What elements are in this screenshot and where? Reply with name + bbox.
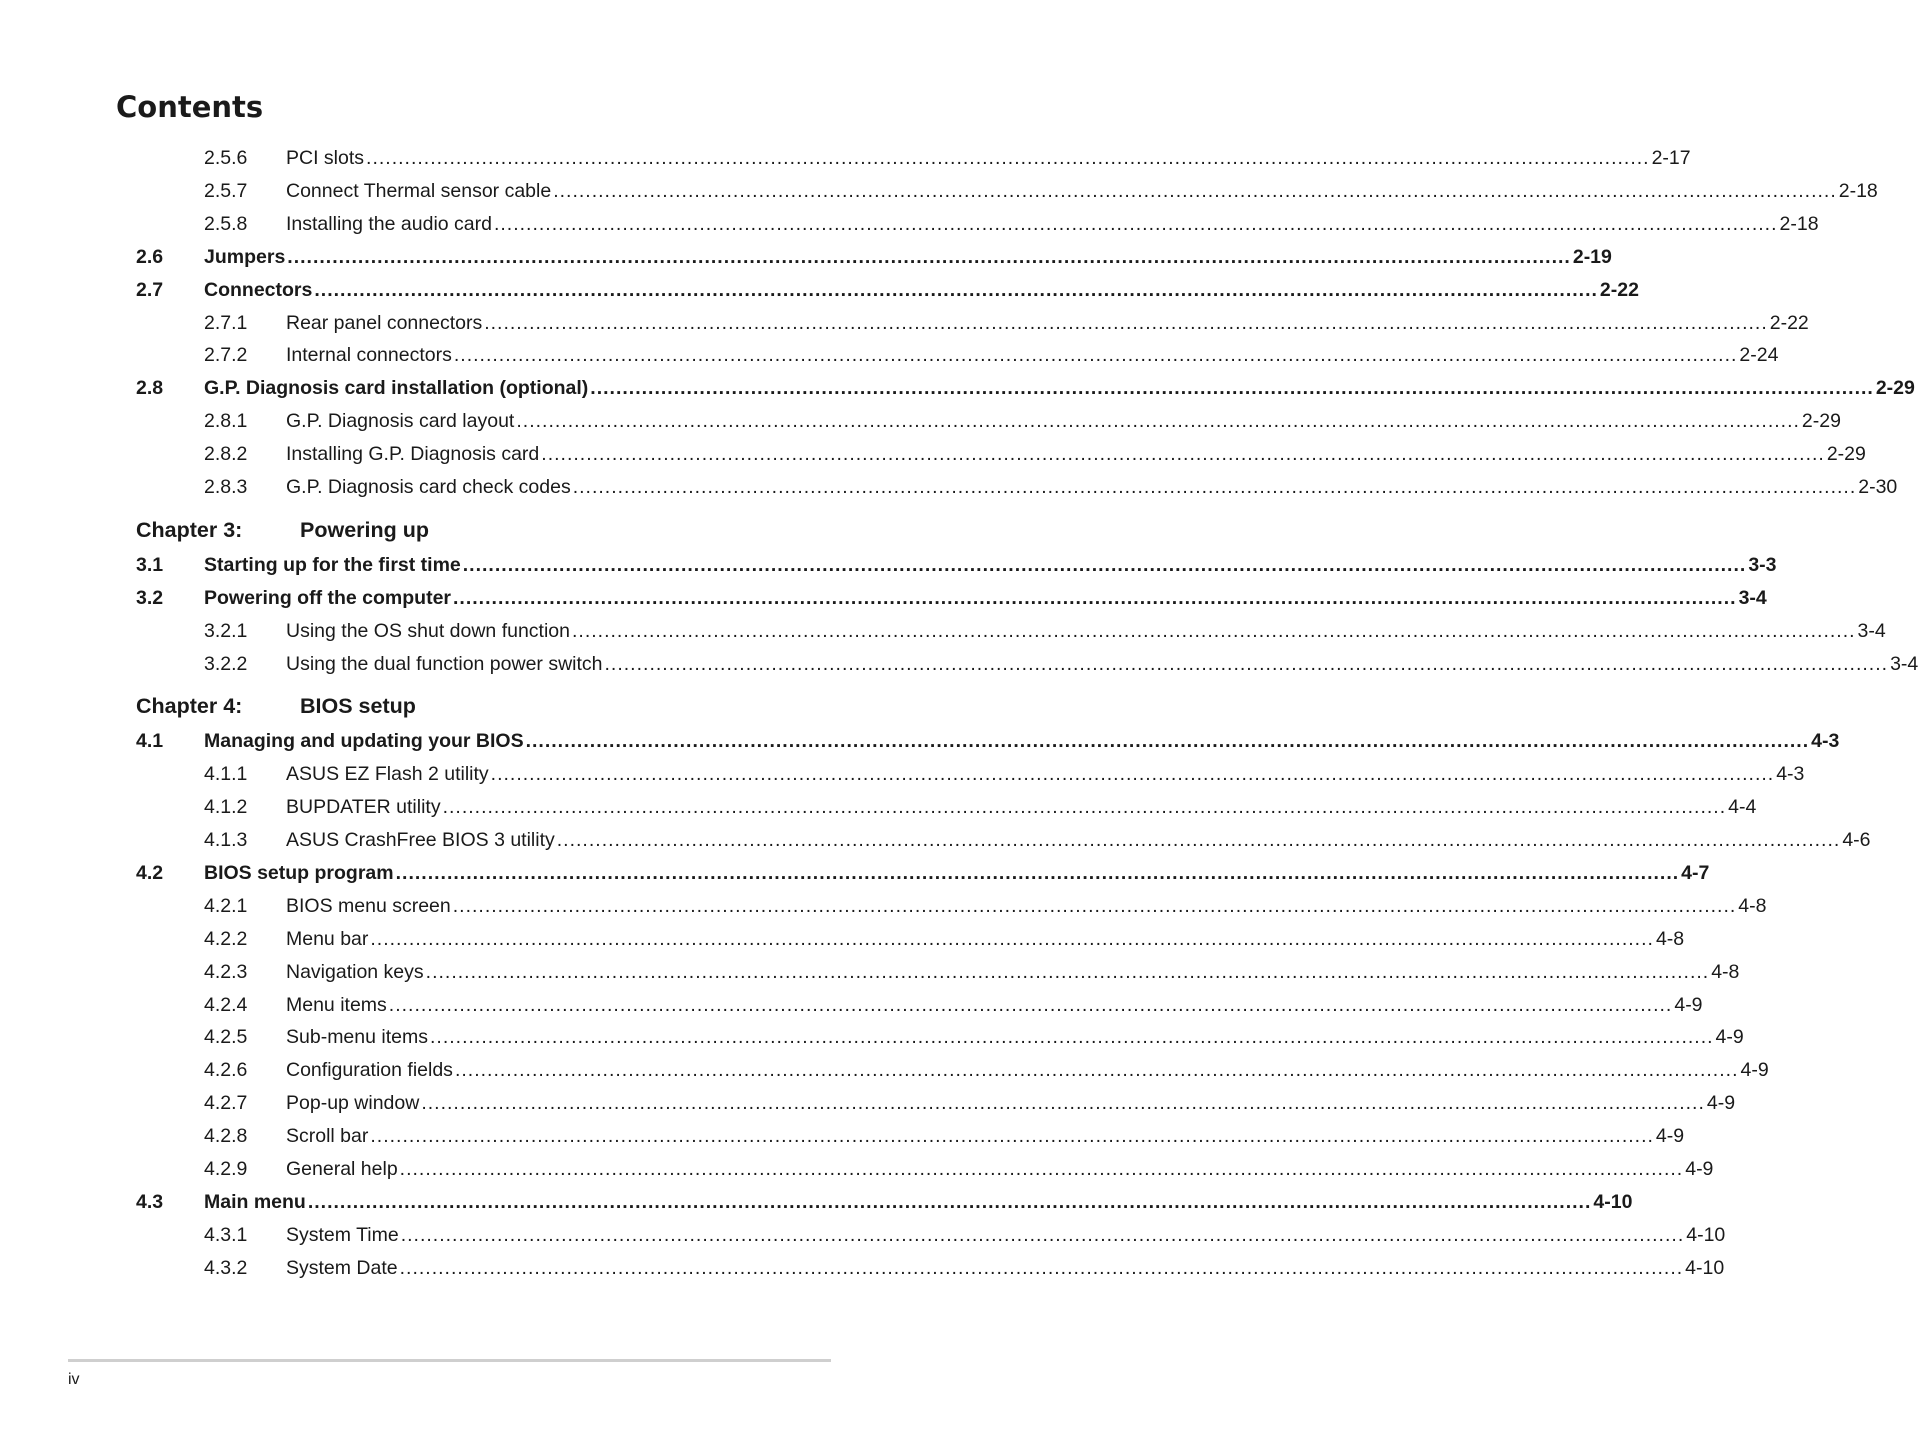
toc-entry-page: 4-10 (1593, 1190, 1633, 1213)
dot-leader: ........................................................................................................................................................................................................ (370, 927, 1654, 950)
toc-entry-page: 4-9 (1740, 1059, 1769, 1082)
toc-entry-title: BIOS menu screen (286, 894, 451, 917)
toc-entry-title: G.P. Diagnosis card installation (optional) (204, 377, 589, 400)
toc-entry[interactable] (0, 1091, 1736, 1115)
toc-entry-page: 2-22 (1599, 278, 1639, 301)
toc-entry-line (204, 376, 1915, 400)
toc-entry-page: 4-6 (1842, 829, 1871, 851)
toc-entry-title: Using the dual function power switch (286, 652, 603, 675)
toc-entry-title: Starting up for the first time (204, 553, 461, 576)
toc-entry[interactable] (0, 729, 1840, 753)
toc-entry-page: 4-7 (1681, 861, 1710, 884)
dot-leader: ........................................................................................................................................................................................................ (553, 179, 1837, 202)
toc-entry-number: 4.2.8 (204, 1125, 248, 1148)
toc-entry-page: 4-4 (1728, 796, 1757, 819)
toc-entry-title: Internal connectors (286, 344, 452, 367)
toc-entry-line (204, 1190, 1633, 1214)
toc-entry-page: 4-3 (1776, 763, 1805, 786)
toc-entry-line (286, 1256, 1725, 1280)
toc-entry[interactable] (0, 762, 1805, 786)
toc-entry-number: 2.5.7 (204, 179, 248, 202)
chapter-heading (0, 692, 954, 720)
toc-entry-page: 2-19 (1572, 245, 1612, 268)
toc-entry-number: 4.2.4 (204, 993, 248, 1016)
toc-entry[interactable] (0, 1157, 1714, 1181)
toc-entry[interactable] (0, 993, 1703, 1017)
toc-entry-line (286, 146, 1691, 170)
toc-entry-title: PCI slots (286, 147, 365, 169)
toc-entry-title: BUPDATER utility (286, 796, 441, 819)
dot-leader: ........................................................................................................................................................................................................ (370, 1125, 1654, 1148)
toc-entry-number: 4.1.1 (204, 763, 248, 786)
toc-entry-number: 2.7 (136, 278, 164, 301)
toc-entry-line (286, 1157, 1714, 1181)
toc-entry-line (286, 1124, 1685, 1148)
toc-entry-line (204, 553, 1777, 577)
toc-entry-title: ASUS EZ Flash 2 utility (286, 763, 489, 786)
toc-entry-line (286, 343, 1779, 367)
toc-entry-title: Menu items (286, 993, 387, 1016)
toc-entry-title: Sub-menu items (286, 1026, 428, 1049)
toc-entry-number: 4.2.2 (204, 927, 248, 950)
toc-entry-page: 2-29 (1801, 410, 1841, 433)
toc-entry-number: 2.6 (136, 245, 164, 268)
toc-entry-number: 4.2.5 (204, 1026, 248, 1049)
chapter-heading (0, 516, 954, 544)
toc-entry-page: 4-3 (1811, 730, 1840, 753)
toc-entry-page: 2-29 (1875, 377, 1915, 400)
toc-entry-number: 4.1 (136, 730, 164, 753)
toc-entry[interactable] (0, 1256, 1725, 1280)
toc-entry-title: Pop-up window (286, 1092, 420, 1115)
toc-entry-title: BIOS setup program (204, 861, 394, 884)
dot-leader: ........................................................................................................................................................................................................ (395, 861, 1680, 884)
toc-entry-number: 2.5.6 (204, 147, 248, 169)
toc-entry-line (286, 795, 1757, 819)
toc-entry-title: Installing G.P. Diagnosis card (286, 443, 540, 466)
toc-entry-title: General help (286, 1158, 398, 1180)
dot-leader: ........................................................................................................................................................................................................ (399, 1158, 1684, 1180)
toc-entry[interactable] (0, 619, 1886, 643)
footer-divider (68, 1359, 831, 1362)
dot-leader: ........................................................................................................................................................................................................ (453, 586, 1737, 609)
toc-entry-page: 2-18 (1838, 179, 1878, 202)
toc-entry-page: 3-4 (1890, 652, 1918, 675)
dot-leader: ........................................................................................................................................................................................................ (572, 619, 1856, 642)
toc-entry-title: Main menu (204, 1190, 306, 1213)
toc-entry[interactable] (0, 376, 1915, 400)
toc-entry-line (286, 828, 1871, 852)
dot-leader: ........................................................................................................................................................................................................ (307, 1190, 1592, 1213)
toc-entry-page: 2-29 (1826, 443, 1866, 466)
toc-entry-page: 2-17 (1651, 147, 1691, 169)
toc-entry-title: G.P. Diagnosis card layout (286, 410, 515, 433)
dot-leader: ........................................................................................................................................................................................................ (425, 960, 1710, 983)
toc-entry-title: Using the OS shut down function (286, 619, 570, 642)
toc-entry-number: 2.8.3 (204, 476, 248, 498)
toc-entry-number: 2.7.2 (204, 344, 248, 367)
dot-leader: ........................................................................................................................................................................................................ (516, 410, 1800, 433)
toc-entry-title: ASUS CrashFree BIOS 3 utility (286, 829, 555, 851)
dot-leader: ........................................................................................................................................................................................................ (484, 311, 1768, 334)
dot-leader: ........................................................................................................................................................................................................ (525, 730, 1810, 753)
toc-entry-number: 4.2.9 (204, 1158, 248, 1180)
toc-entry-number: 4.2 (136, 861, 164, 884)
toc-entry-line (204, 729, 1840, 753)
toc-entry[interactable] (0, 828, 1871, 852)
toc-entry-page: 4-8 (1711, 960, 1740, 983)
chapter-label: Chapter 3: (136, 517, 243, 542)
toc-entry-title: Powering off the computer (204, 586, 452, 609)
toc-entry[interactable] (0, 927, 1685, 951)
toc-entry-title: Jumpers (204, 245, 286, 268)
dot-leader: ........................................................................................................................................................................................................ (541, 443, 1825, 466)
toc-entry-page: 4-9 (1655, 1125, 1685, 1148)
chapter-label: Chapter 4: (136, 694, 243, 719)
toc-entry-page: 4-10 (1685, 1256, 1725, 1279)
toc-entry-title: Connect Thermal sensor cable (286, 179, 552, 202)
toc-entry[interactable] (0, 553, 1777, 577)
toc-entry-title: G.P. Diagnosis card check codes (286, 476, 571, 498)
toc-entry-line (286, 1058, 1769, 1082)
toc-entry-page: 2-18 (1779, 212, 1819, 235)
toc-entry-page: 2-30 (1858, 476, 1898, 498)
toc-entry-page: 4-9 (1715, 1026, 1744, 1049)
toc-entry-number: 3.2.1 (204, 619, 248, 642)
toc-entry-number: 4.2.6 (204, 1059, 248, 1082)
toc-entry[interactable] (0, 1058, 1769, 1082)
toc-entry-number: 4.2.1 (204, 894, 248, 917)
dot-leader: ........................................................................................................................................................................................................ (314, 278, 1598, 301)
toc-entry-line (286, 475, 1898, 499)
toc-entry[interactable] (0, 1124, 1685, 1148)
page-title: Contents (116, 90, 264, 124)
toc-entry[interactable] (0, 343, 1779, 367)
toc-entry-line (204, 245, 1612, 269)
toc-entry-title: Menu bar (286, 927, 369, 950)
toc-entry-number: 4.1.3 (204, 829, 248, 851)
chapter-title: BIOS setup (300, 694, 416, 719)
toc-entry[interactable] (0, 586, 1767, 610)
toc-entry-page: 2-22 (1769, 311, 1809, 334)
toc-entry-title: Navigation keys (286, 960, 424, 983)
toc-entry-line (286, 1025, 1744, 1049)
toc-entry-page: 4-9 (1706, 1092, 1736, 1115)
dot-leader: ........................................................................................................................................................................................................ (442, 796, 1727, 819)
toc-entry-page: 4-8 (1738, 894, 1767, 917)
toc-entry-line (286, 1223, 1726, 1247)
toc-entry[interactable] (0, 894, 1767, 918)
toc-entry-page: 4-9 (1674, 993, 1703, 1016)
dot-leader: ........................................................................................................................................................................................................ (452, 894, 1737, 917)
toc-entry-page: 3-3 (1748, 553, 1777, 576)
toc-entry-line (286, 993, 1703, 1017)
toc-entry[interactable] (0, 311, 1809, 335)
toc-entry-number: 4.1.2 (204, 796, 248, 819)
toc-entry[interactable] (0, 442, 1866, 466)
toc-entry-page: 3-4 (1857, 619, 1886, 642)
toc-entry[interactable] (0, 212, 1819, 236)
toc-entry-number: 2.8.1 (204, 410, 248, 433)
toc-entry[interactable] (0, 861, 1710, 885)
dot-leader: ........................................................................................................................................................................................................ (493, 212, 1778, 235)
dot-leader: ........................................................................................................................................................................................................ (366, 147, 1650, 169)
chapter-title: Powering up (300, 517, 429, 542)
dot-leader: ........................................................................................................................................................................................................ (590, 377, 1874, 400)
toc-entry-title: Rear panel connectors (286, 311, 483, 334)
toc-entry-title: Connectors (204, 278, 313, 301)
toc-entry[interactable] (0, 1190, 1633, 1214)
toc-entry-number: 4.2.7 (204, 1092, 248, 1115)
toc-entry-line (204, 861, 1710, 885)
toc-entry-title: System Date (286, 1256, 398, 1279)
toc-entry[interactable] (0, 1025, 1744, 1049)
toc-entry[interactable] (0, 475, 1898, 499)
toc-entry[interactable] (0, 1223, 1726, 1247)
toc-entry[interactable] (0, 960, 1740, 984)
toc-entry-number: 3.2 (136, 586, 164, 609)
toc-entry[interactable] (0, 146, 1691, 170)
toc-entry-title: Managing and updating your BIOS (204, 730, 524, 753)
toc-entry[interactable] (0, 278, 1639, 302)
dot-leader: ........................................................................................................................................................................................................ (400, 1223, 1685, 1246)
toc-entry-number: 4.2.3 (204, 960, 248, 983)
toc-entry-page: 4-10 (1686, 1223, 1726, 1246)
toc-entry-page: 3-4 (1738, 586, 1767, 609)
toc-entry-line (204, 278, 1639, 302)
toc-entry-line (286, 927, 1685, 951)
dot-leader: ........................................................................................................................................................................................................ (388, 993, 1673, 1016)
toc-entry-line (286, 442, 1866, 466)
dot-leader: ........................................................................................................................................................................................................ (429, 1026, 1714, 1049)
toc-entry-line (286, 652, 1918, 676)
toc-entry-line (286, 894, 1767, 918)
toc-entry-line (204, 586, 1767, 610)
toc-entry-line (286, 960, 1740, 984)
toc-entry-page: 4-8 (1655, 927, 1685, 950)
toc-entry-line (286, 1091, 1736, 1115)
toc-entry-number: 2.8.2 (204, 443, 248, 466)
toc-entry-line (286, 311, 1809, 335)
dot-leader: ........................................................................................................................................................................................................ (454, 1059, 1739, 1082)
dot-leader: ........................................................................................................................................................................................................ (490, 763, 1775, 786)
toc-entry-number: 3.1 (136, 553, 164, 576)
toc-entry-number: 4.3 (136, 1190, 164, 1213)
toc-entry-number: 4.3.2 (204, 1256, 248, 1279)
dot-leader: ........................................................................................................................................................................................................ (421, 1092, 1705, 1115)
toc-entry-title: Installing the audio card (286, 212, 492, 235)
dot-leader: ........................................................................................................................................................................................................ (399, 1256, 1684, 1279)
dot-leader: ........................................................................................................................................................................................................ (287, 245, 1571, 268)
toc-entry-line (286, 179, 1878, 203)
toc-entry-line (286, 409, 1841, 433)
page-number: iv (68, 1371, 80, 1388)
toc-entry-page: 2-24 (1739, 344, 1779, 367)
toc-entry-title: Configuration fields (286, 1059, 453, 1082)
dot-leader: ........................................................................................................................................................................................................ (604, 652, 1889, 675)
toc-entry-number: 2.7.1 (204, 311, 248, 334)
toc-entry-title: System Time (286, 1223, 399, 1246)
toc-entry-page: 4-9 (1685, 1158, 1714, 1180)
toc-entry[interactable] (0, 409, 1841, 433)
toc-entry-title: Scroll bar (286, 1125, 369, 1148)
dot-leader: ........................................................................................................................................................................................................ (453, 344, 1738, 367)
toc-entry-number: 3.2.2 (204, 652, 248, 675)
toc-entry[interactable] (0, 179, 1878, 203)
toc-entry-number: 2.5.8 (204, 212, 248, 235)
dot-leader: ........................................................................................................................................................................................................ (462, 553, 1747, 576)
toc-entry[interactable] (0, 652, 1918, 676)
dot-leader: ........................................................................................................................................................................................................ (556, 829, 1841, 851)
toc-entry-line (286, 212, 1819, 236)
toc-entry-line (286, 762, 1805, 786)
dot-leader: ........................................................................................................................................................................................................ (572, 476, 1857, 498)
toc-entry[interactable] (0, 245, 1612, 269)
toc-entry[interactable] (0, 795, 1757, 819)
toc-entry-number: 4.3.1 (204, 1223, 248, 1246)
toc-entry-line (286, 619, 1886, 643)
toc-entry-number: 2.8 (136, 377, 164, 400)
